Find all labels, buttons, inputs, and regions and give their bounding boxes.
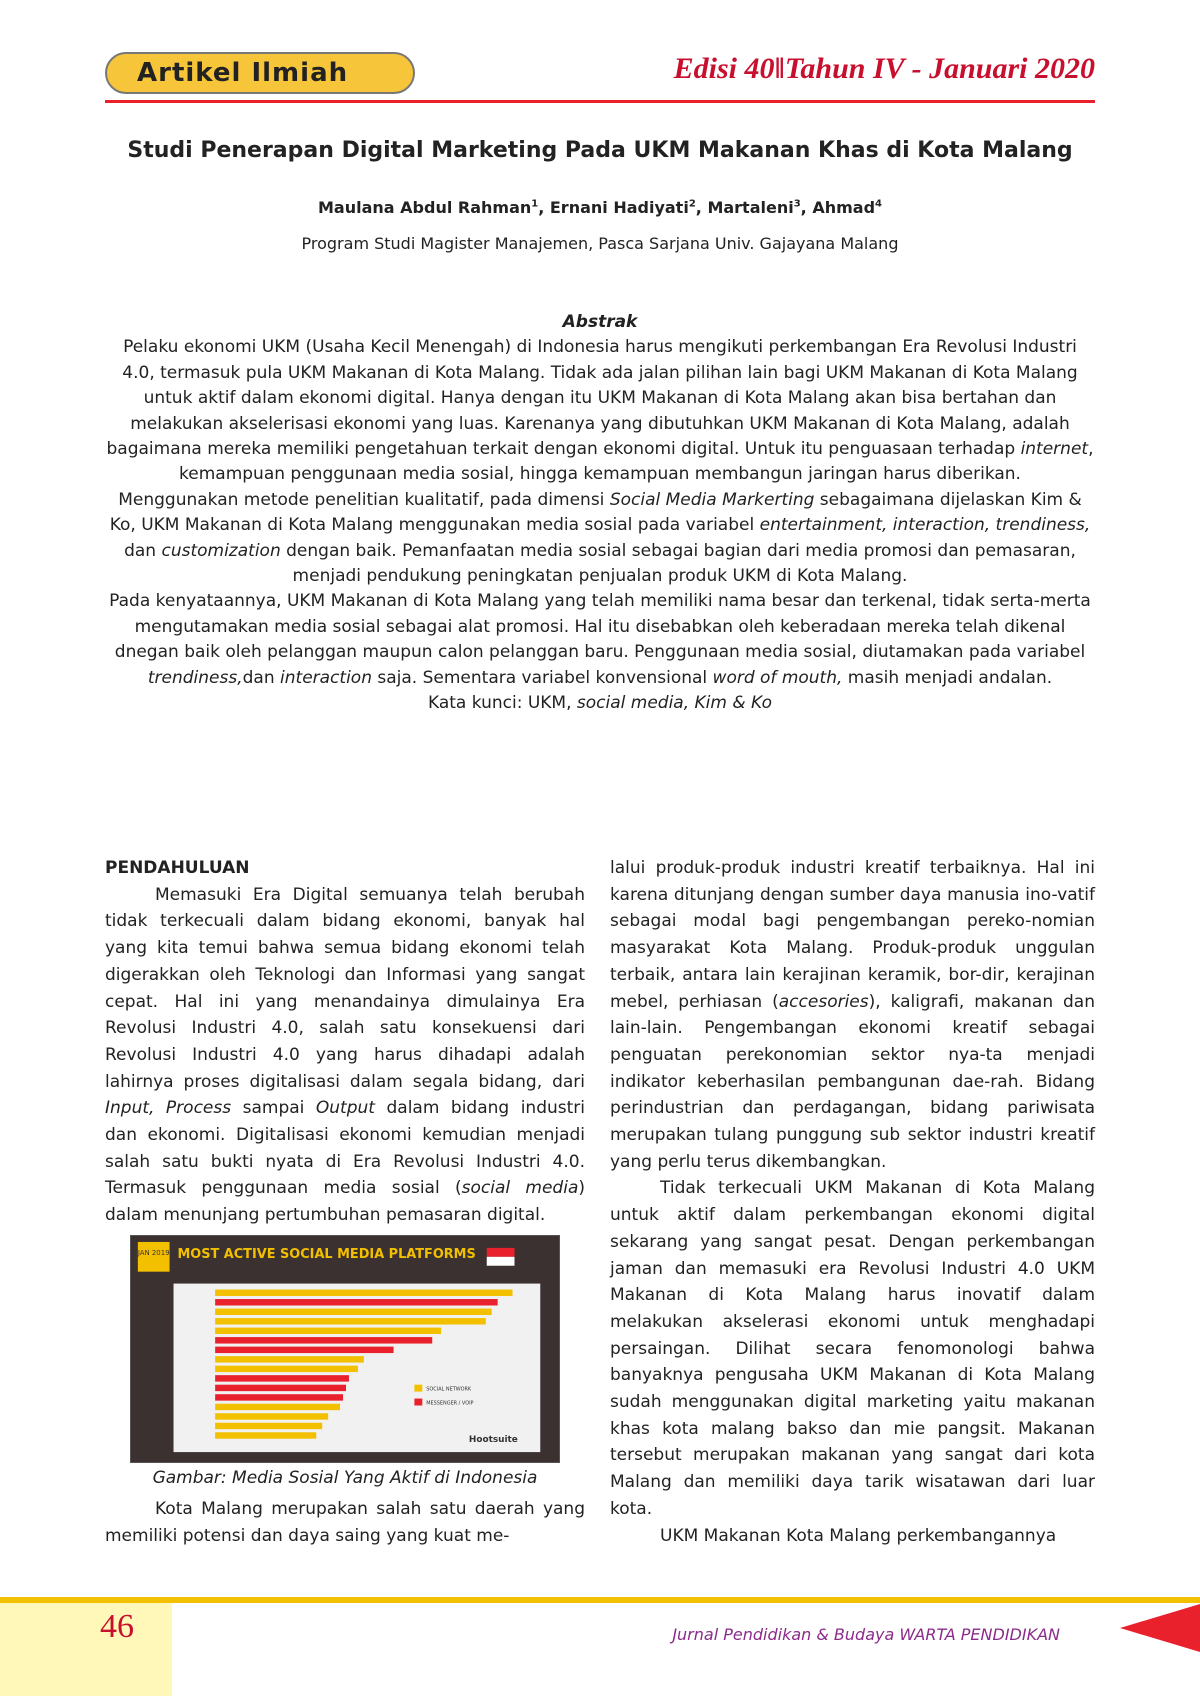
author: Martaleni xyxy=(707,198,794,217)
svg-text:SOCIAL NETWORK: SOCIAL NETWORK xyxy=(426,1386,472,1393)
header-divider xyxy=(105,100,1095,103)
page-number: 46 xyxy=(100,1608,134,1645)
authors: Maulana Abdul Rahman$^1$, Ernani Hadiyati$^2$, Martaleni$^3$, Ahmad$^4$ xyxy=(318,198,882,217)
footer-arrow-decoration xyxy=(1120,1604,1200,1652)
left-column xyxy=(105,855,585,1229)
chart-bar xyxy=(215,1366,358,1372)
body-paragraph: lalui produk-produk industri kreatif terbaiknya. Hal ini karena ditunjang dengan sumber daya manusia ino-vatif sebagai modal bagi pengembangan pereko-nomian masyarakat Kota Malang. Produk-produk unggulan terbaik, antara lain kerajinan keramik, bor-dir, kerajinan mebel, perhiasan (accesories), kaligrafi, makanan dan lain-lain. Pengembangan ekonomi kreatif sebagai penguatan perekonomian sektor nya-ta menjadi indikator keberhasilan pembangunan dae-rah. Bidang perindustrian dan perdagangan, bidang pariwisata merupakan tulang punggung sub sektor industri kreatif yang perlu terus dikembangkan. xyxy=(610,858,1096,1172)
chart-bar xyxy=(215,1394,343,1400)
right-column xyxy=(610,855,1095,1549)
figure-caption: Gambar: Media Sosial Yang Aktif di Indonesia xyxy=(152,1468,538,1488)
chart-bar xyxy=(215,1413,328,1419)
journal-name: Jurnal Pendidikan & Budaya WARTA PENDIDIKAN xyxy=(672,1625,1060,1644)
abstract-paragraph: Pelaku ekonomi UKM (Usaha Kecil Menengah) di Indonesia harus mengikuti perkembangan Era Revolusi Industri 4.0, termasuk pula UKM Makanan di Kota Malang. Tidak ada jalan pilihan lain bagi UKM Makanan di Kota Malang untuk aktif dalam ekonomi digital. Hanya dengan itu UKM Makanan di Kota Malang akan bisa bertahan dan melakukan akselerisasi ekonomi yang luas. Karenanya yang dibutuhkan UKM Makanan di Kota Malang, adalah bagaimana mereka memiliki pengetahuan terkait dengan ekonomi digital. Untuk itu penguasaan terhadap internet, kemampuan penggunaan media sosial, hingga kemampuan membangun jaringan harus diberikan. xyxy=(106,337,1094,485)
chart-bar xyxy=(215,1423,322,1429)
page-number-box xyxy=(0,1603,172,1696)
abstract-paragraph: Pada kenyataannya, UKM Makanan di Kota Malang yang telah memiliki nama besar dan terkenal, tidak serta-merta mengutamakan media sosial sebagai alat promosi. Hal itu disebabkan oleh keberadaan mereka telah dikenal dnegan baik oleh pelanggan maupun calon pelanggan baru. Penggunaan media sosial, diutamakan pada variabel trendiness,dan interaction saja. Sementara variabel konvensional word of mouth, masih menjadi andalan. xyxy=(109,591,1091,688)
body-paragraph: Memasuki Era Digital semuanya telah berubah tidak terkecuali dalam bidang ekonomi, banyak hal yang kita temui bahwa semua bidang ekonomi telah digerakkan oleh Teknologi dan Informasi yang sangat cepat. Hal ini yang menandainya dimulainya Era Revolusi Industri 4.0, salah satu konsekuensi dari Revolusi Industri 4.0 yang harus dihadapi adalah lahirnya proses digitalisasi dalam segala bidang, dari Input, Process sampai Output dalam bidang industri dan ekonomi. Digitalisasi ekonomi kemudian menjadi salah satu bukti nyata di Era Revolusi Industri 4.0. Termasuk penggunaan media sosial (social media) dalam menunjang pertumbuhan pemasaran digital. xyxy=(105,884,586,1226)
chart-bar xyxy=(215,1356,364,1362)
footer-divider xyxy=(0,1597,1200,1603)
affiliation: Program Studi Magister Manajemen, Pasca Sarjana Univ. Gajayana Malang xyxy=(301,234,899,253)
chart-bar xyxy=(215,1290,512,1296)
chart-bar xyxy=(215,1347,393,1353)
chart-title: MOST ACTIVE SOCIAL MEDIA PLATFORMS xyxy=(177,1246,476,1262)
svg-text:MESSENGER / VOIP: MESSENGER / VOIP xyxy=(426,1400,474,1407)
chart-bar xyxy=(215,1337,432,1343)
chart-bar xyxy=(215,1309,492,1315)
chart-badge: JAN 2019 xyxy=(137,1248,170,1257)
social-media-chart-image xyxy=(130,1235,560,1463)
abstract-paragraph: Menggunakan metode penelitian kualitatif, pada dimensi Social Media Markerting sebagaimana dijelaskan Kim & Ko, UKM Makanan di Kota Malang menggunakan media sosial pada variabel entertainment, interaction, trendiness, dan customization dengan baik. Pemanfaatan media sosial sebagai bagian dari media promosi dan pemasaran, menjadi pendukung peningkatan penjualan produk UKM di Kota Malang. xyxy=(109,489,1091,587)
section-tag: Artikel Ilmiah xyxy=(105,52,415,94)
chart-bar xyxy=(215,1318,486,1324)
author: Maulana Abdul Rahman xyxy=(318,198,532,217)
chart-bar xyxy=(215,1375,349,1381)
abstract-heading: Abstrak xyxy=(562,312,638,332)
abstract xyxy=(105,310,1095,717)
author: Ahmad xyxy=(812,198,876,217)
chart-bar xyxy=(215,1432,316,1438)
chart-bar xyxy=(215,1404,340,1410)
left-column-continued xyxy=(105,1496,585,1549)
paper-title: Studi Penerapan Digital Marketing Pada UKM Makanan Khas di Kota Malang xyxy=(127,138,1073,163)
body-paragraph: UKM Makanan Kota Malang perkembangannya xyxy=(660,1525,1057,1546)
keywords: Kata kunci: UKM, social media, Kim & Ko xyxy=(428,693,772,714)
section-heading: PENDAHULUAN xyxy=(105,858,250,878)
body-paragraph: Kota Malang merupakan salah satu daerah yang memiliki potensi dan daya saing yang kuat me- xyxy=(105,1499,585,1546)
chart-bar xyxy=(215,1328,441,1334)
svg-text:Hootsuite: Hootsuite xyxy=(468,1435,518,1446)
edition-label: Edisi 40‖Tahun IV - Januari 2020 xyxy=(673,52,1095,85)
chart-bar xyxy=(215,1385,346,1391)
author: Ernani Hadiyati xyxy=(549,198,689,217)
chart-bar xyxy=(215,1299,498,1305)
body-paragraph: Tidak terkecuali UKM Makanan di Kota Malang untuk aktif dalam perkembangan ekonomi digital sekarang yang sangat pesat. Dengan perkembangan jaman dan memasuki era Revolusi Industri 4.0 UKM Makanan di Kota Malang harus inovatif dalam melakukan akselerasi ekonomi untuk menghadapi persaingan. Dilihat secara fenomonologi bahwa banyaknya pengusaha UKM Makanan di Kota Malang sudah menggunakan digital marketing yaitu makanan khas kota malang bakso dan mie pangsit. Makanan tersebut merupakan makanan yang sangat dari kota Malang dan memiliki daya tarik wisatawan dari luar kota. xyxy=(610,1178,1095,1519)
